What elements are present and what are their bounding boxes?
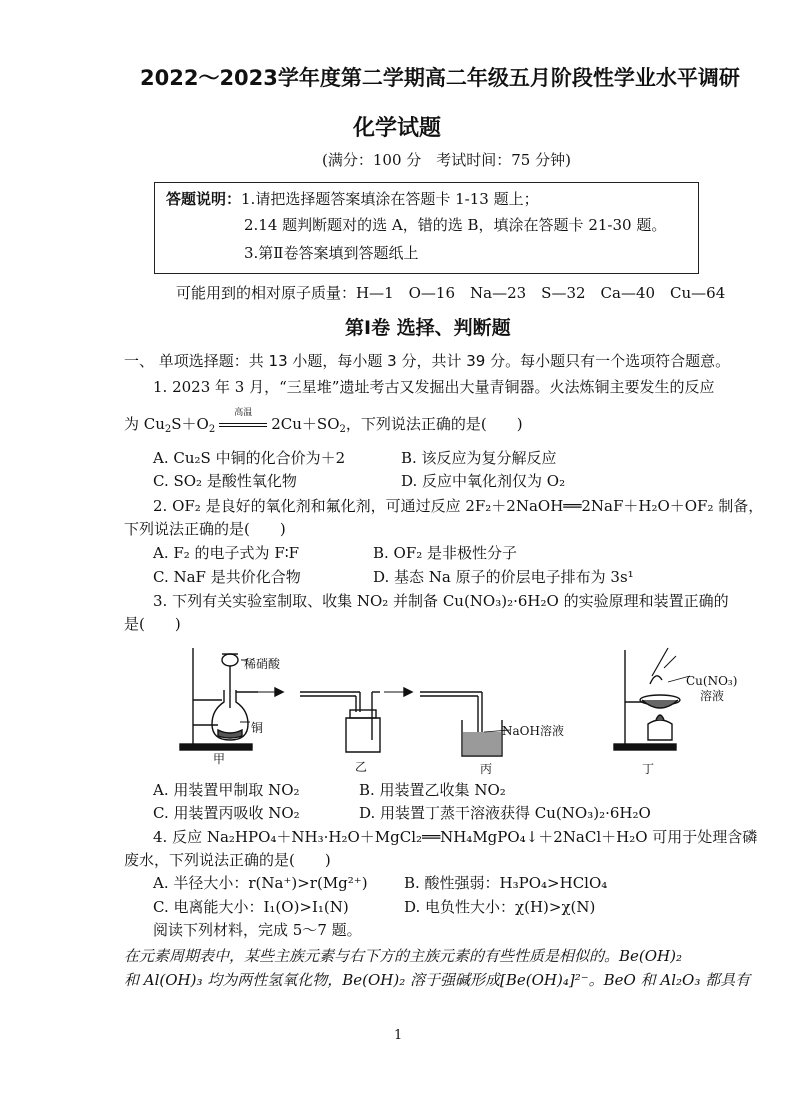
q3-option-a: A. 用装置甲制取 NO₂ — [153, 781, 300, 799]
q4-option-b: B. 酸性强弱：H₃PO₄>HClO₄ — [404, 874, 608, 892]
part1-header: 一、 单项选择题：共 13 小题，每小题 3 分，共计 39 分。每小题只有一个选项符合题意。 — [124, 352, 731, 370]
q1-option-a: A. Cu₂S 中铜的化合价为＋2 — [153, 449, 346, 467]
page-number: 1 — [394, 1028, 403, 1043]
instructions-label: 答题说明：1.请把选择题答案填涂在答题卡 1-13 题上； — [166, 190, 539, 208]
q1-option-b: B. 该反应为复分解反应 — [401, 449, 557, 467]
q1-stem: 1. 2023 年 3 月，“三星堆”遗址考古又发掘出大量青铜器。火法炼铜主要发生的反应 — [153, 378, 715, 396]
q3-option-b: B. 用装置乙收集 NO₂ — [359, 781, 506, 799]
q3-stem-2: 是( ) — [124, 615, 181, 633]
q4-option-a: A. 半径大小：r(Na⁺)>r(Mg²⁺) — [153, 874, 368, 892]
section-title: 第Ⅰ卷 选择、判断题 — [345, 317, 511, 339]
label-cu-nitrate: Cu(NO₃) — [686, 674, 738, 688]
q4-stem: 4. 反应 Na₂HPO₄＋NH₃·H₂O＋MgCl₂══NH₄MgPO₄↓＋2NaCl＋H₂O 可用于处理含磷 — [153, 828, 758, 846]
q4-option-d: D. 电负性大小：χ(H)>χ(N) — [404, 898, 596, 916]
apparatus-yi — [300, 688, 412, 752]
q1-option-d: D. 反应中氧化剂仅为 O₂ — [401, 472, 566, 490]
q1-option-c: C. SO₂ 是酸性氧化物 — [153, 472, 297, 490]
instruction-item-2: 2.14 题判断题对的选 A，错的选 B，填涂在答题卡 21-30 题。 — [244, 216, 667, 234]
label-yi: 乙 — [355, 760, 368, 774]
exam-title: 2022～2023学年度第二学期高二年级五月阶段性学业水平调研 — [140, 66, 740, 90]
material-line-1: 在元素周期表中，某些主族元素与右下方的主族元素的有些性质是相似的。Be(OH)₂ — [124, 947, 682, 965]
q3-stem: 3. 下列有关实验室制取、收集 NO₂ 并制备 Cu(NO₃)₂·6H₂O 的实验原理和装置正确的 — [153, 592, 729, 610]
subject-title: 化学试题 — [353, 116, 442, 141]
q4-option-c: C. 电离能大小：I₁(O)>I₁(N) — [153, 898, 349, 916]
q3-option-d: D. 用装置丁蒸干溶液获得 Cu(NO₃)₂·6H₂O — [359, 804, 651, 822]
q1-condition: 高温 — [234, 408, 253, 418]
label-ding: 丁 — [642, 762, 655, 776]
reading-intro: 阅读下列材料，完成 5～7 题。 — [153, 921, 362, 939]
label-naoh-solution: NaOH溶液 — [502, 724, 564, 738]
q2-option-b: B. OF₂ 是非极性分子 — [373, 544, 518, 562]
q2-option-c: C. NaF 是共价化合物 — [153, 568, 301, 586]
apparatus-bing — [420, 692, 510, 756]
apparatus-ding — [614, 648, 690, 750]
label-bing: 丙 — [480, 762, 493, 776]
q1-equation: 为 $Cu_2S+O_2$ 高温 $2Cu+SO_2$，下列说法正确的是( ) — [124, 414, 523, 440]
exam-meta: (满分：100 分 考试时间：75 分钟) — [322, 151, 571, 169]
instruction-item-3: 3.第Ⅱ卷答案填到答题纸上 — [244, 244, 419, 262]
material-line-2: 和 Al(OH)₃ 均为两性氢氧化物，Be(OH)₂ 溶于强碱形成[Be(OH)₄]²⁻。BeO 和 Al₂O₃ 都具有 — [124, 971, 751, 989]
label-copper: 铜 — [251, 721, 264, 735]
atomic-masses: 可能用到的相对原子质量：H—1 O—16 Na—23 S—32 Ca—40 Cu—64 — [176, 284, 726, 302]
q3-option-c: C. 用装置丙吸收 NO₂ — [153, 804, 300, 822]
label-jia: 甲 — [213, 752, 226, 766]
q4-stem-2: 废水，下列说法正确的是( ) — [124, 851, 331, 869]
apparatus-diagram — [0, 640, 794, 760]
q2-option-a: A. F₂ 的电子式为 F∶F — [153, 544, 300, 562]
q2-option-d: D. 基态 Na 原子的价层电子排布为 3s¹ — [373, 568, 634, 586]
label-solution: 溶液 — [700, 689, 725, 703]
q2-stem: 2. OF₂ 是良好的氧化剂和氟化剂，可通过反应 2F₂＋2NaOH══2NaF＋H₂O＋OF₂ 制备， — [153, 497, 764, 515]
q2-stem-2: 下列说法正确的是( ) — [124, 520, 286, 538]
label-dilute-nitric-acid: 稀硝酸 — [244, 657, 281, 671]
